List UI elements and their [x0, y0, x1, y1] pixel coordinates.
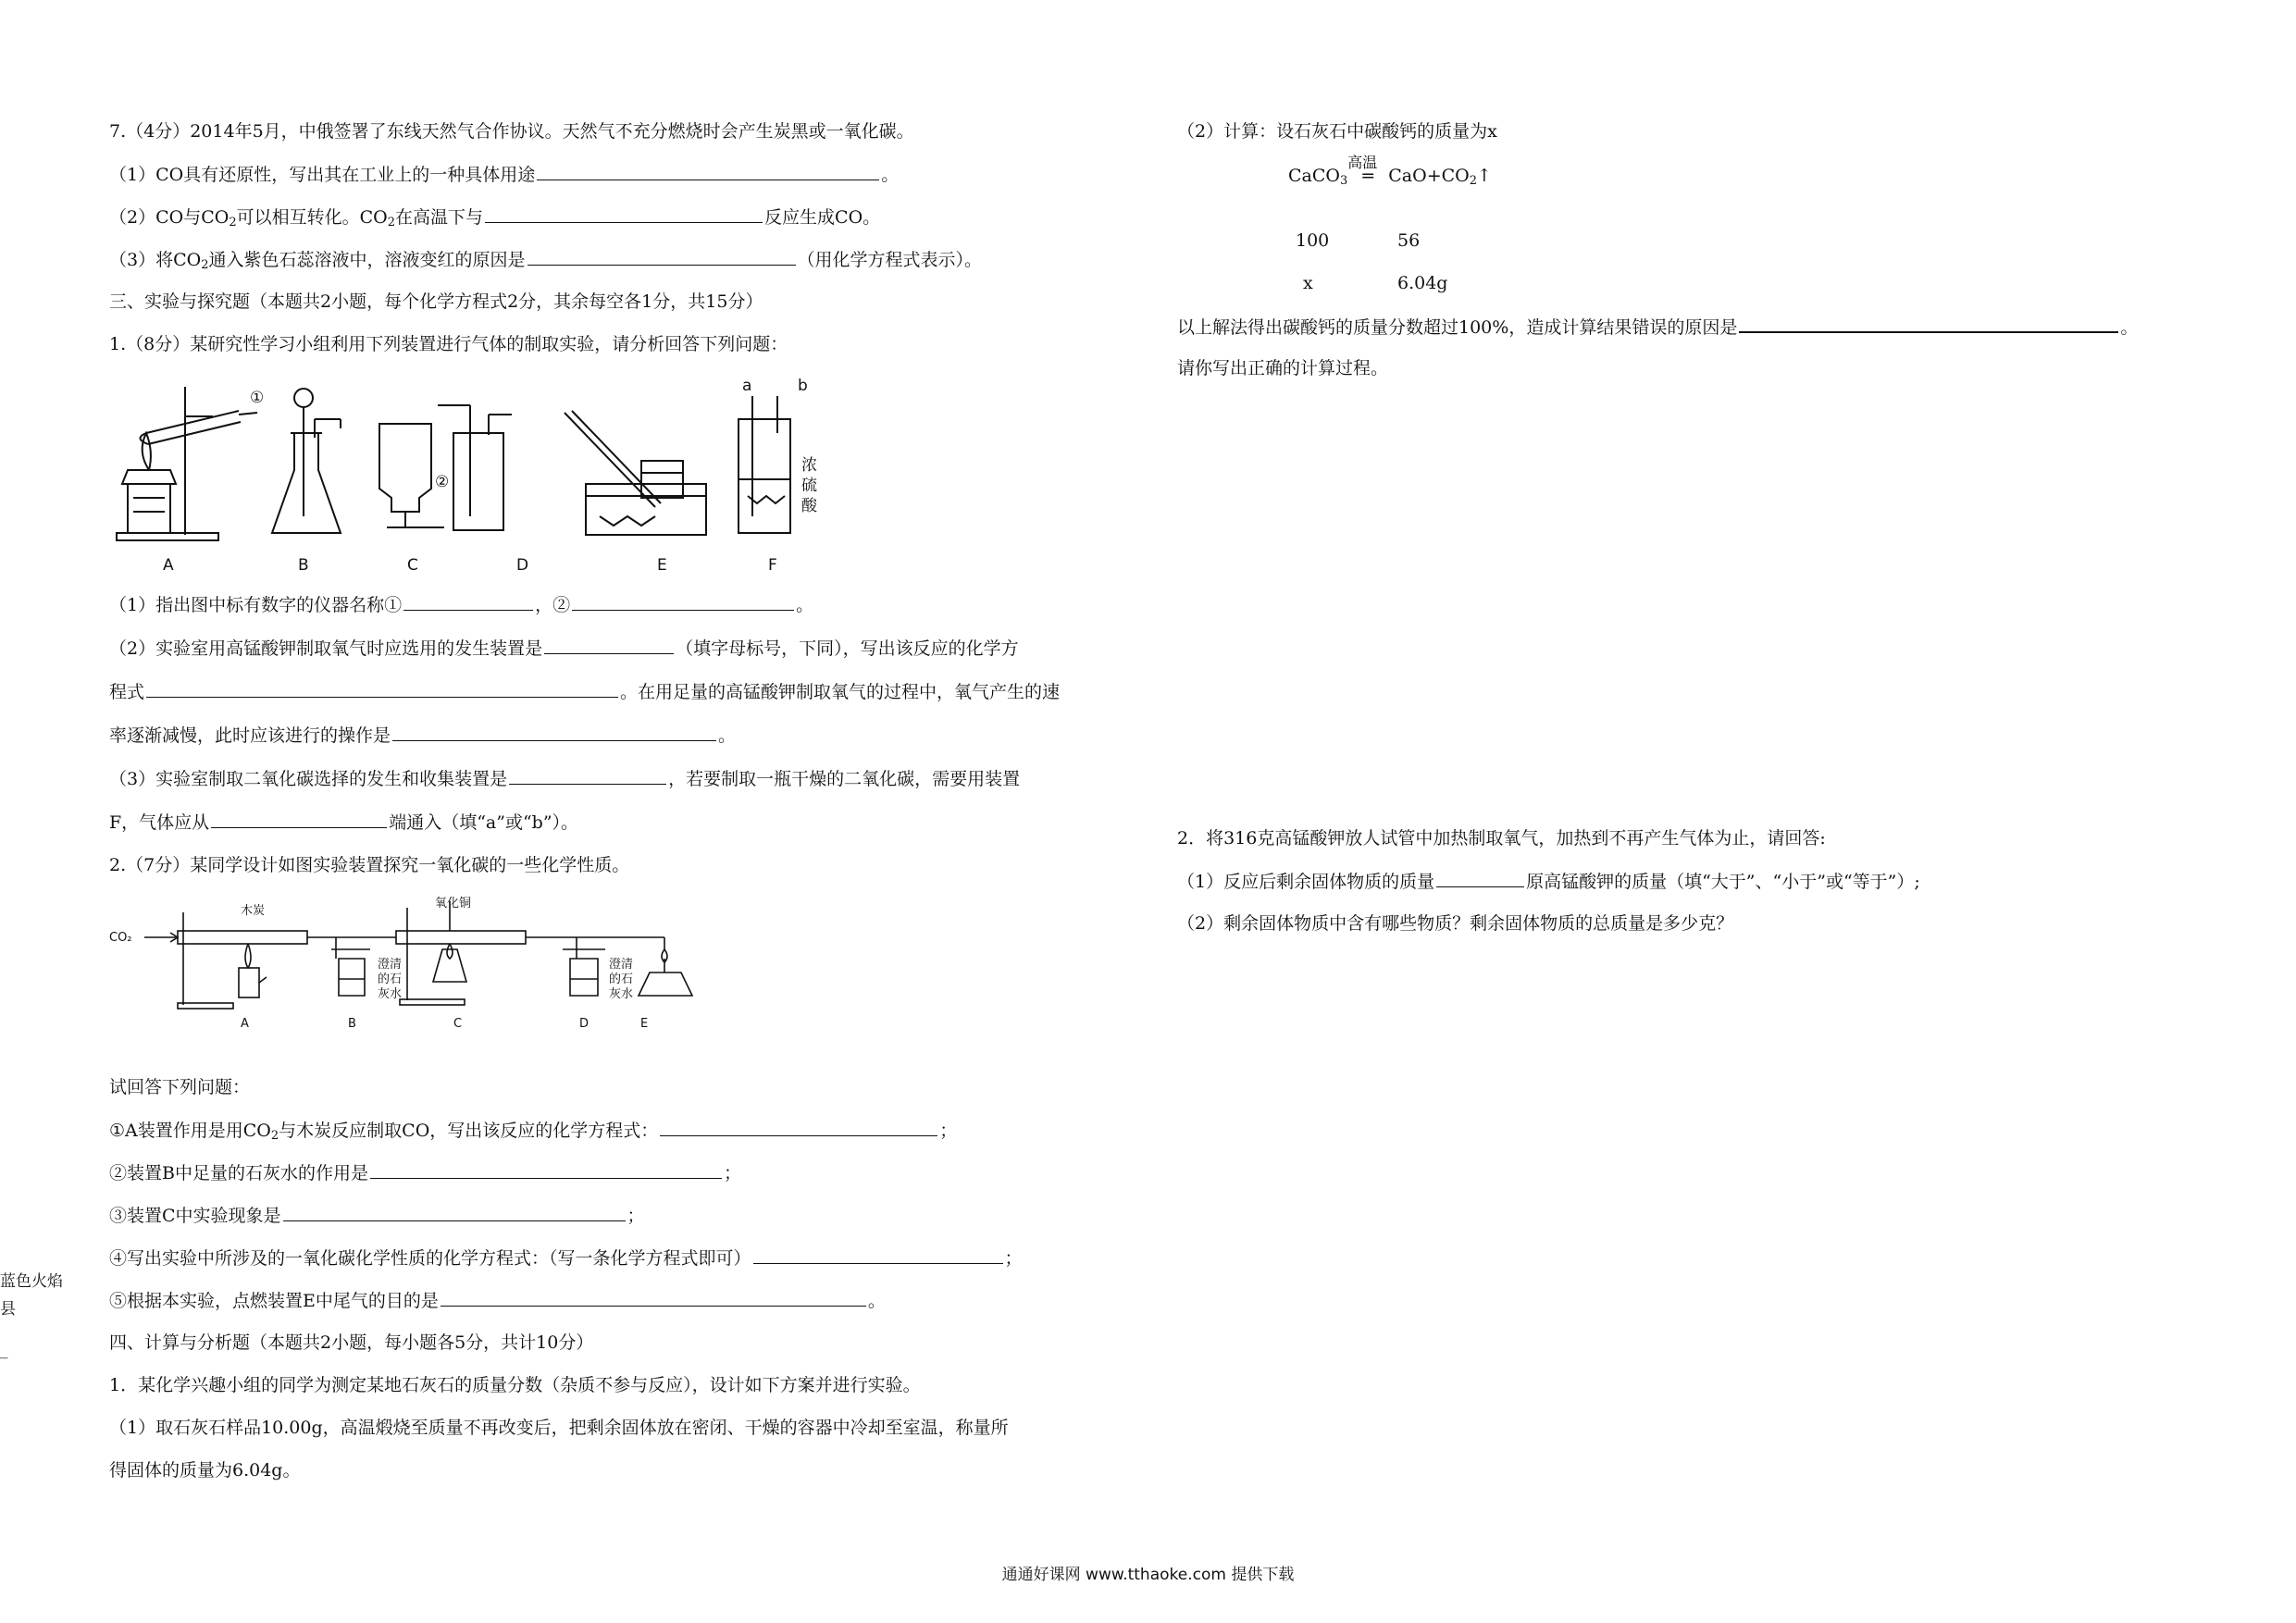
equation-ratio: x: [1303, 273, 1313, 293]
equation-ratio: 6.04g: [1397, 273, 1448, 293]
figure2-lime-label: 的石: [378, 973, 403, 986]
calc1-title: 1．某化学兴趣小组的同学为测定某地石灰石的质量分数（杂质不参与反应），设计如下方案并进行实验。: [109, 1375, 921, 1395]
figure1-label: B: [298, 556, 309, 575]
figure1-mark-1: ①: [250, 389, 265, 407]
apparatus-figure-1: [109, 378, 831, 586]
equation-ratio: 100: [1296, 230, 1330, 251]
answer-blank[interactable]: [146, 678, 618, 698]
calc2-part2: （2）剩余固体物质中含有哪些物质？剩余固体物质的总质量是多少克？: [1177, 913, 1734, 934]
figure2-lime-label: 的石: [609, 973, 634, 986]
figure2-charcoal-label: 木炭: [241, 904, 266, 918]
calc2-title: 2．将316克高锰酸钾放人试管中加热制取氧气，加热到不再产生气体为止，请回答:: [1177, 828, 1826, 849]
figure1-acid-label: 浓: [801, 456, 817, 475]
section-4-heading: 四、计算与分析题（本题共2小题，每小题各5分，共计10分）: [109, 1332, 594, 1353]
figure2-lime-label: 澄清: [609, 958, 634, 972]
answer-blank[interactable]: [544, 635, 674, 654]
figure1-acid-label: 酸: [801, 497, 817, 515]
figure1-label: E: [657, 556, 667, 575]
q7-part1: （1）CO具有还原性，写出其在工业上的一种具体用途 。: [109, 161, 899, 188]
answer-blank[interactable]: [441, 1287, 866, 1307]
answer-blank[interactable]: [370, 1159, 722, 1179]
figure2-label: C: [453, 1017, 463, 1031]
chemical-equation: CaCO$_3$ 高温 = $CaO+CO_2↑$: [1288, 154, 1492, 188]
equation-ratio: 56: [1397, 230, 1421, 251]
exp2-title: 2.（7分）某同学设计如图实验装置探究一氧化碳的一些化学性质。: [109, 855, 630, 875]
figure1-label: A: [163, 556, 174, 575]
answer-blank[interactable]: [392, 722, 716, 741]
q7-part3: （3）将$CO_2$通入紫色石蕊溶液中，溶液变红的原因是 （用化学方程式表示）。: [109, 246, 982, 279]
page-footer: 通通好课网 www.tthaoke.com 提供下载: [1001, 1566, 1295, 1584]
answer-blank[interactable]: [660, 1117, 937, 1136]
answer-blank[interactable]: [1739, 313, 2118, 333]
figure1-mark-2: ②: [435, 473, 450, 491]
figure1-acid-label: 硫: [801, 477, 817, 495]
figure1-label: D: [516, 556, 529, 575]
figure1-label: C: [407, 556, 418, 575]
figure2-label: A: [241, 1017, 249, 1031]
section-3-heading: 三、实验与探究题（本题共2小题，每个化学方程式2分，其余每空各1分，共15分）: [109, 291, 763, 312]
margin-fragment: 县: [0, 1300, 16, 1319]
calc1-error: 以上解法得出碳酸钙的质量分数超过100%，造成计算结果错误的原因是 。: [1177, 313, 2138, 341]
calc1-part2: （2）计算：设石灰石中碳酸钙的质量为x: [1177, 121, 1497, 142]
exp2-step2: ②装置B中足量的石灰水的作用是 ；: [109, 1159, 741, 1186]
q7-part2: （2）CO与$CO_2$可以相互转化。$CO_2$在高温下与 反应生成CO。: [109, 204, 880, 236]
calc1-part1-line2: 得固体的质量为6.04g。: [109, 1460, 301, 1481]
exp1-part2-line3: 率逐渐减慢，此时应该进行的操作是 。: [109, 722, 736, 749]
equation-condition: 高温 =: [1347, 154, 1378, 186]
apparatus-figure-2: [109, 894, 701, 1033]
answer-blank[interactable]: [509, 765, 666, 785]
calc2-part1: （1）反应后剩余固体物质的质量 原高锰酸钾的质量（填“大于”、“小于”或“等于”）;: [1177, 868, 1920, 895]
answer-blank[interactable]: [403, 591, 533, 611]
figure2-cuo-label: 氧化铜: [435, 897, 472, 911]
answer-blank[interactable]: [537, 161, 879, 180]
calc1-instruction: 请你写出正确的计算过程。: [1177, 358, 1389, 378]
figure2-lime-label: 灰水: [378, 987, 403, 1001]
q7-title: 7.（4分）2014年5月，中俄签署了东线天然气合作协议。天然气不充分燃烧时会产生炭黑或一氧化碳。: [109, 121, 914, 142]
figure2-label: E: [640, 1017, 649, 1031]
exp2-ask: 试回答下列问题：: [109, 1077, 251, 1097]
exp2-step5: ⑤根据本实验，点燃装置E中尾气的目的是 。: [109, 1287, 886, 1314]
answer-blank[interactable]: [527, 246, 796, 266]
figure1-mark-a: a: [742, 378, 752, 395]
margin-fragment: 蓝色火焰: [0, 1272, 63, 1291]
figure1-mark-b: b: [798, 378, 808, 395]
answer-blank[interactable]: [485, 204, 763, 223]
figure2-lime-label: 灰水: [609, 987, 634, 1001]
exp1-part2-line2: 程式 。在用足量的高锰酸钾制取氧气的过程中，氧气产生的速: [109, 678, 1060, 705]
calc1-part1-line1: （1）取石灰石样品10.00g，高温煅烧至质量不再改变后，把剩余固体放在密闭、干燥的容器中冷却至室温，称量所: [109, 1418, 1009, 1438]
exp1-part3-line2: F，气体应从 端通入（填“a”或“b”）。: [109, 809, 578, 836]
figure1-label: F: [768, 556, 777, 575]
figure2-label: B: [348, 1017, 356, 1031]
exp1-title: 1.（8分）某研究性学习小组利用下列装置进行气体的制取实验，请分析回答下列问题：: [109, 334, 788, 354]
exp1-part2-line1: （2）实验室用高锰酸钾制取氧气时应选用的发生装置是 （填字母标号，下同），写出该反应的化学方: [109, 635, 1019, 662]
exp1-part3-line1: （3）实验室制取二氧化碳选择的发生和收集装置是 ，若要制取一瓶干燥的二氧化碳，需要用装置: [109, 765, 1020, 792]
figure2-co2-label: CO₂: [109, 931, 132, 945]
exp2-step4: ④写出实验中所涉及的一氧化碳化学性质的化学方程式：（写一条化学方程式即可） ；: [109, 1245, 1023, 1271]
exp1-part1: （1）指出图中标有数字的仪器名称① ，② 。: [109, 591, 813, 618]
answer-blank[interactable]: [753, 1245, 1003, 1264]
exp2-step1: ①A装置作用是用$CO_2$与木炭反应制取CO，写出该反应的化学方程式： ；: [109, 1117, 957, 1149]
margin-fragment: _: [0, 1341, 8, 1359]
exp2-step3: ③装置C中实验现象是 ；: [109, 1202, 645, 1229]
answer-blank[interactable]: [572, 591, 794, 611]
answer-blank[interactable]: [1436, 868, 1524, 887]
figure2-lime-label: 澄清: [378, 958, 403, 972]
margin-fragments: [0, 1268, 63, 1364]
answer-blank[interactable]: [211, 809, 387, 828]
answer-blank[interactable]: [283, 1202, 626, 1221]
figure2-label: D: [579, 1017, 590, 1031]
